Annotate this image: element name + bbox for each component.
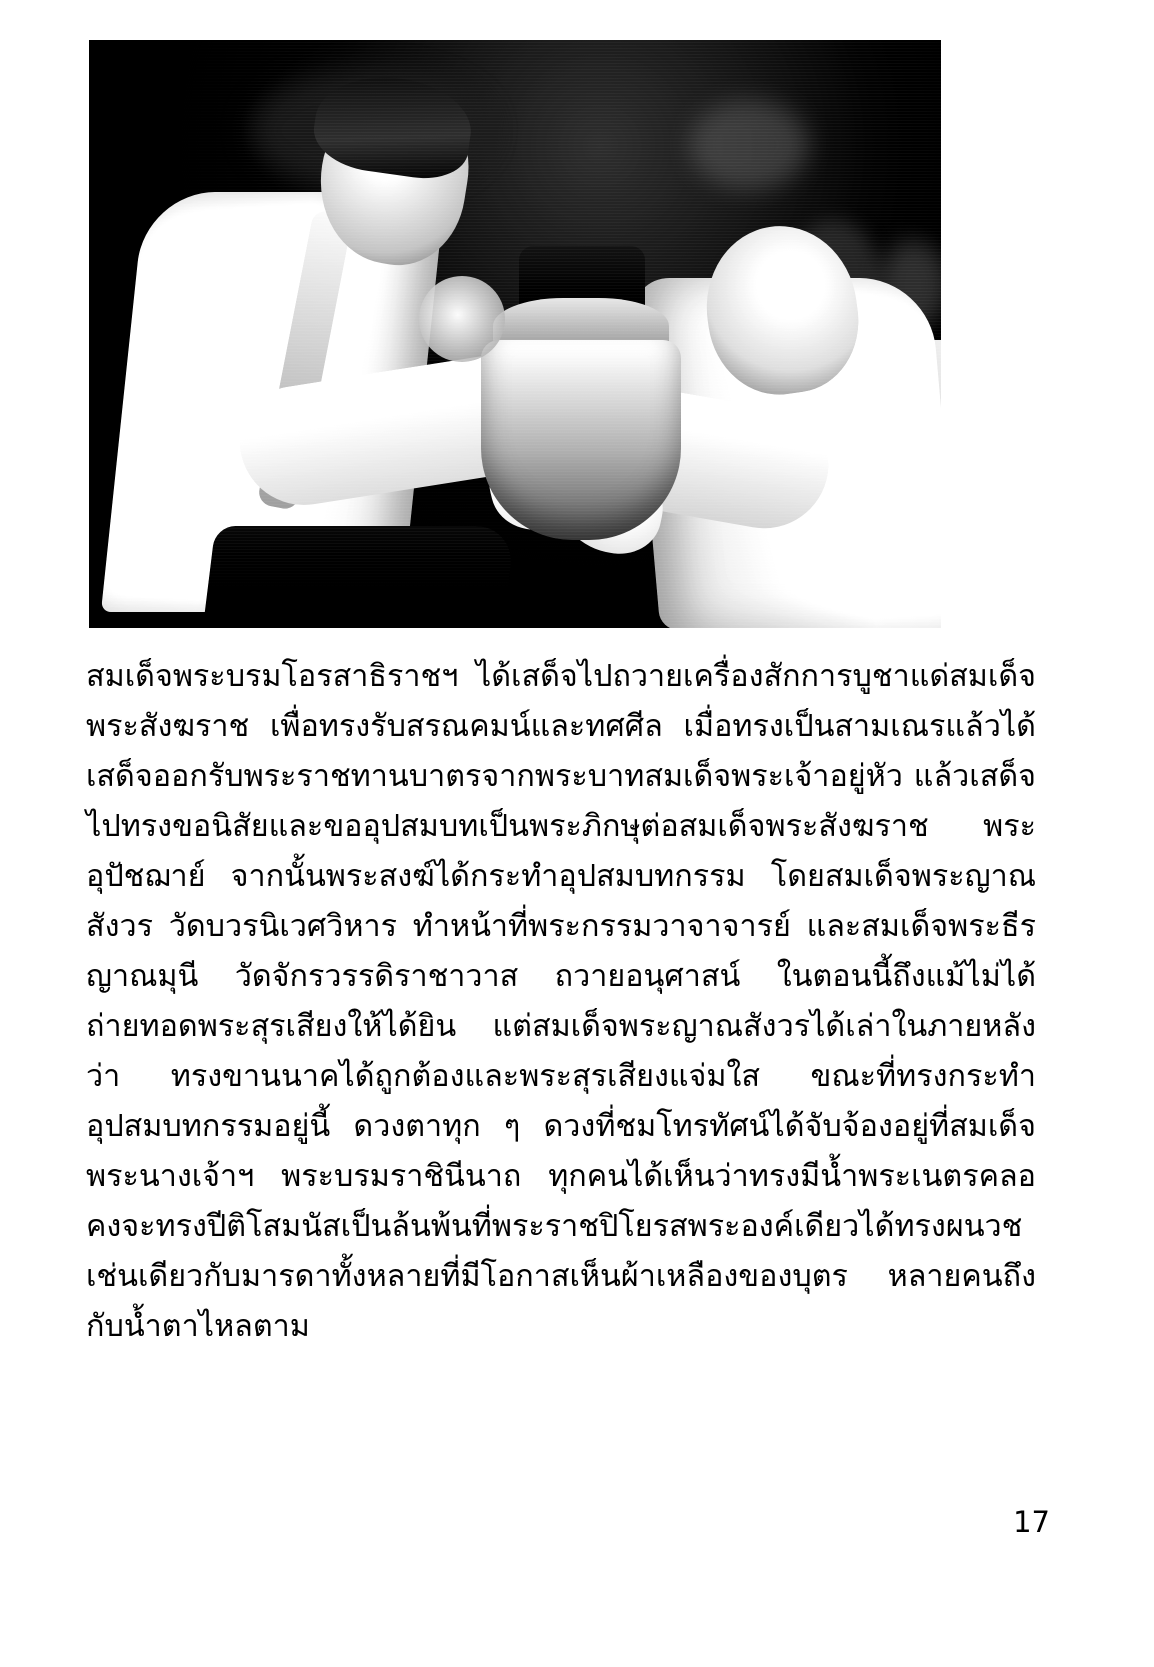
body-paragraph: สมเด็จพระบรมโอรสาธิราชฯ ได้เสด็จไปถวายเครื่องสักการบูชาแด่สมเด็จพระสังฆราช เพื่อทรงรับสรณคมน์และทศศีล เมื่อทรงเป็นสามเณรแล้วได้เสด็จออกรับพระราชทานบาตรจากพระบาทสมเด็จพระเจ้าอยู่หัว แล้วเสด็จไปทรงขอนิสัยและขออุปสมบทเป็นพระภิกษุต่อสมเด็จพระสังฆราช พระอุปัชฌาย์ จากนั้นพระสงฆ์ได้กระทำอุปสมบทกรรม โดยสมเด็จพระญาณสังวร วัดบวรนิเวศวิหาร ทำหน้าที่พระกรรมวาจาจารย์ และสมเด็จพระธีรญาณมุนี วัดจักรวรรดิราชาวาส ถวายอนุศาสน์ ในตอนนี้ถึงแม้ไม่ได้ถ่ายทอดพระสุรเสียงให้ได้ยิน แต่สมเด็จพระญาณสังวรได้เล่าในภายหลังว่า ทรงขานนาคได้ถูกต้องและพระสุรเสียงแจ่มใส ขณะที่ทรงกระทำอุปสมบทกรรมอยู่นี้ ดวงตาทุก ๆ ดวงที่ชมโทรทัศน์ได้จับจ้องอยู่ที่สมเด็จพระนางเจ้าฯ พระบรมราชินีนาถ ทุกคนได้เห็นว่าทรงมีน้ำพระเนตรคลอ คงจะทรงปีติโสมนัสเป็นล้นพ้นที่พระราชปิโยรสพระองค์เดียวได้ทรงผนวช เช่นเดียวกับมารดาทั้งหลายที่มีโอกาสเห็นผ้าเหลืองของบุตร หลายคนถึงกับน้ำตาไหลตาม (86, 659, 1036, 1344)
crowd-blob (689, 100, 809, 190)
page-number: 17 (1013, 1505, 1050, 1539)
figure-left-lower-garment (203, 526, 516, 628)
offering-flowers (419, 276, 505, 362)
photograph (89, 40, 941, 628)
body-text (86, 652, 1036, 1352)
page-content (86, 40, 1038, 1352)
offering-bowl (481, 340, 681, 540)
